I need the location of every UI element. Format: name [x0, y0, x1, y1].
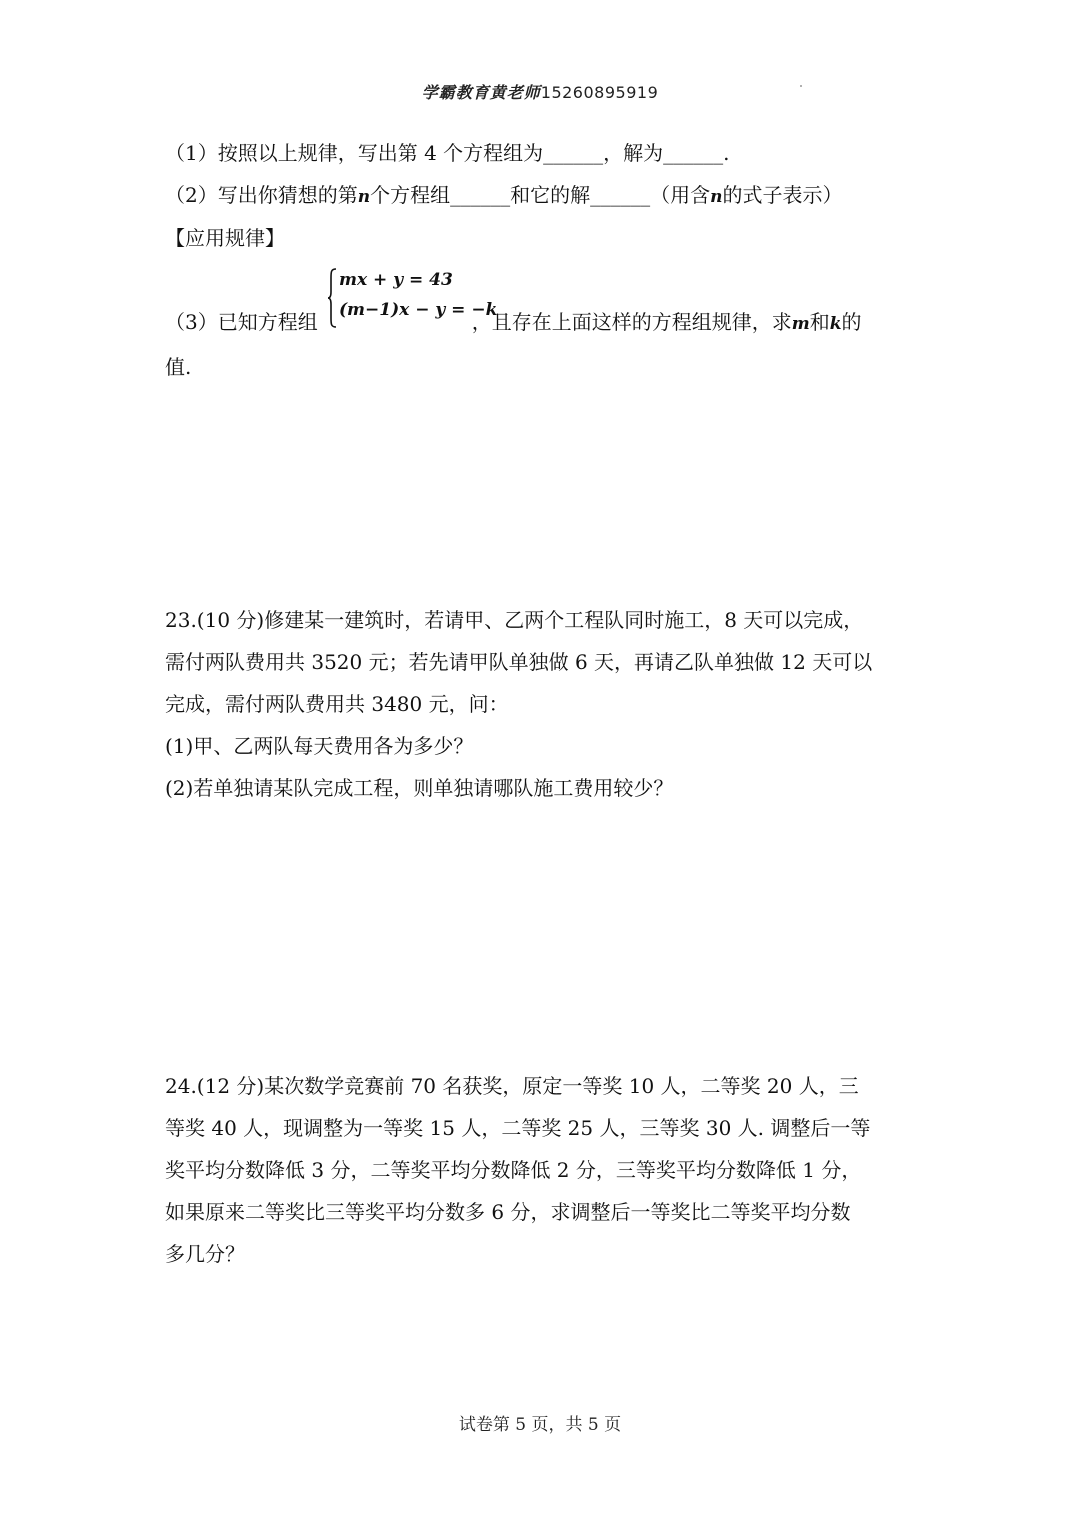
q23-line-2: 需付两队费用共 3520 元；若先请甲队单独做 6 天，再请乙队单独做 12 天可以	[165, 650, 873, 674]
q23-line-3: 完成，需付两队费用共 3480 元，问：	[165, 692, 509, 716]
var-m: m	[791, 314, 810, 334]
q22-part3-text-a: （3）已知方程组	[165, 310, 318, 334]
q24-line-1: 24.(12 分)某次数学竞赛前 70 名获奖，原定一等奖 10 人，二等奖 20 人，三	[165, 1074, 859, 1098]
q24-line-5: 多几分？	[165, 1242, 245, 1266]
q22-part3-and: 和	[809, 310, 830, 334]
q22-part2-text-b: 个方程组______和它的解______（用含	[370, 183, 711, 207]
q22-part1	[165, 139, 925, 167]
page-header	[0, 80, 1080, 103]
q22-part2-text-a: （2）写出你猜想的第	[165, 183, 358, 207]
q23-sub-1: (1)甲、乙两队每天费用各为多少？	[165, 734, 474, 758]
q24-line-3: 奖平均分数降低 3 分，二等奖平均分数降低 2 分，三等奖平均分数降低 1 分，	[165, 1158, 862, 1182]
equation-1: mx + y = 43	[339, 270, 453, 290]
q22-part3-text-b: ，且存在上面这样的方程组规律，求	[471, 310, 792, 334]
page-footer: 试卷第 5 页，共 5 页	[458, 1415, 622, 1435]
q22-part3	[165, 308, 925, 338]
var-k: k	[829, 314, 842, 334]
section-heading	[165, 224, 925, 252]
q22-part2	[165, 181, 925, 211]
q23-sub-2: (2)若单独请某队完成工程，则单独请哪队施工费用较少？	[165, 776, 674, 800]
equation-2: (m−1)x − y = −k	[339, 300, 498, 320]
q22-part2-text-c: 的式子表示）	[722, 183, 843, 207]
header-dot	[800, 85, 802, 87]
q24-line-2: 等奖 40 人，现调整为一等奖 15 人，二等奖 25 人，三等奖 30 人. 调整后一等	[165, 1116, 871, 1140]
q22-part3-text-c: 的	[841, 310, 862, 334]
q22-part1-text: （1）按照以上规律，写出第 4 个方程组为______，解为______.	[165, 141, 730, 165]
var-n-2: n	[710, 187, 723, 207]
q22-part3-text-d: 值.	[165, 355, 192, 379]
q24-line-4: 如果原来二等奖比三等奖平均分数多 6 分，求调整后一等奖比二等奖平均分数	[165, 1200, 851, 1224]
q23-line-1: 23.(10 分)修建某一建筑时，若请甲、乙两个工程队同时施工，8 天可以完成，	[165, 608, 864, 632]
q22-part3-cont	[165, 353, 925, 381]
var-n: n	[357, 187, 371, 207]
section-heading-text: 【应用规律】	[165, 226, 285, 250]
header-org: 学霸教育黄老师	[421, 83, 541, 102]
header-phone: 15260895919	[540, 83, 659, 102]
